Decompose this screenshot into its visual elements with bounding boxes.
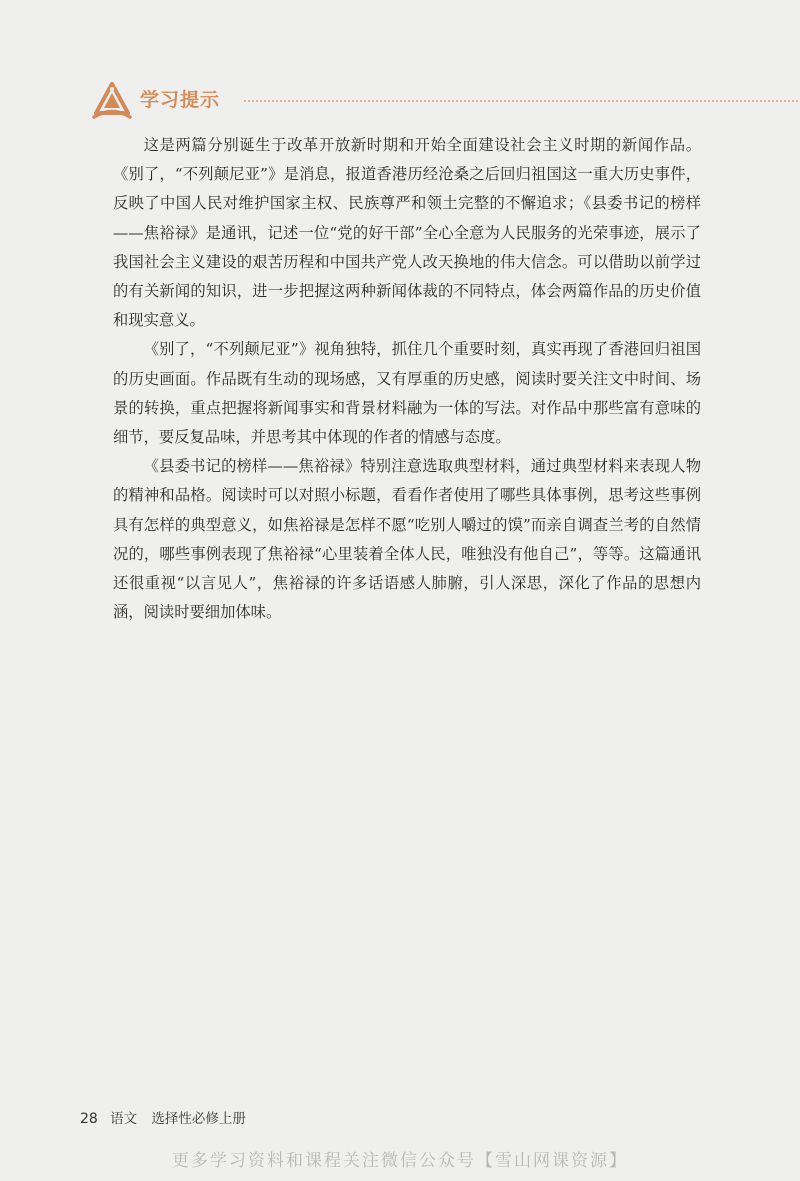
subject-name: 语文: [110, 1111, 138, 1127]
paragraph-3: 《县委书记的榜样——焦裕禄》特别注意选取典型材料，通过典型材料来表现人物的精神和品格。阅读时可以对照小标题，看看作者使用了哪些具体事例，思考这些事例具有怎样的典型意义，如焦裕禄是怎样不愿“吃别人嚼过的馍”而亲自调查兰考的自然情况的，哪些事例表现了焦裕禄“心里装着全体人民，唯独没有他自己”，等等。这篇通讯还很重视“以言见人”，焦裕禄的许多话语感人肺腑，引人深思，深化了作品的思想内涵，阅读时要细加体味。: [113, 457, 701, 622]
page-footer: [80, 1107, 246, 1127]
page-number: 28: [80, 1111, 98, 1127]
paragraph-1: 这是两篇分别诞生于改革开放新时期和开始全面建设社会主义时期的新闻作品。《别了，“不列颠尼亚”》是消息，报道香港历经沧桑之后回归祖国这一重大历史事件，反映了中国人民对维护国家主权、民族尊严和领土完整的不懈追求；《县委书记的榜样——焦裕禄》是通讯，记述一位“党的好干部”全心全意为人民服务的光荣事迹，展示了我国社会主义建设的艰苦历程和中国共产党人改天换地的伟大信念。可以借助以前学过的有关新闻的知识，进一步把握这两种新闻体裁的不同特点，体会两篇作品的历史价值和现实意义。: [113, 136, 701, 330]
section-title: 学习提示: [140, 89, 221, 111]
dotted-rule: [244, 100, 800, 102]
watermark-text: 更多学习资料和课程关注微信公众号【雪山网课资源】: [172, 1151, 628, 1171]
book-volume: 选择性必修上册: [151, 1111, 246, 1127]
section-header: [92, 80, 742, 120]
triangle-logo-icon: [92, 80, 132, 120]
paragraph-2: 《别了，“不列颠尼亚”》视角独特，抓住几个重要时刻，真实再现了香港回归祖国的历史画面。作品既有生动的现场感，又有厚重的历史感，阅读时要关注文中时间、场景的转换，重点把握将新闻事实和背景材料融为一体的写法。对作品中那些富有意味的细节，要反复品味，并思考其中体现的作者的情感与态度。: [113, 340, 701, 447]
tips-body: [113, 131, 701, 627]
